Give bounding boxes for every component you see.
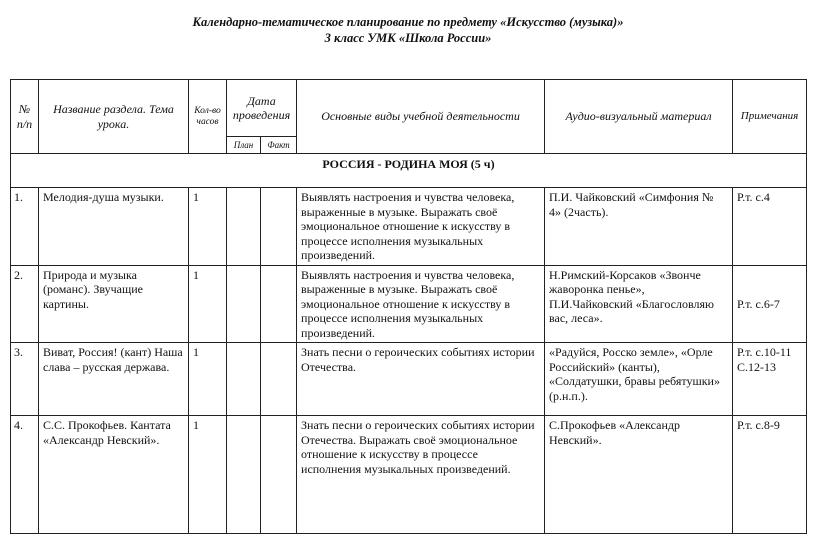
row-activity: Знать песни о героических событиях истории Отечества. Выражать своё эмоциональное отношение к искусству в процессе исполнения музыкальных произведений. (297, 416, 545, 534)
row-media: «Радуйся, Росско земле», «Орле Российский» (канты), «Солдатушки, бравы ребятушки» (р.н.п.). (545, 343, 733, 416)
row-topic: Виват, Россия! (кант) Наша слава – русская держава. (39, 343, 189, 416)
row-fact (261, 343, 297, 416)
header-hours: Кол-во часов (189, 80, 227, 154)
row-fact (261, 188, 297, 266)
row-activity: Знать песни о героических событиях истории Отечества. (297, 343, 545, 416)
row-number: 1. (11, 188, 39, 266)
table-row (11, 416, 807, 534)
row-topic: Мелодия-душа музыки. (39, 188, 189, 266)
row-number: 4. (11, 416, 39, 534)
header-number: № п/п (11, 80, 39, 154)
row-hours: 1 (189, 188, 227, 266)
row-topic: Природа и музыка (романс). Звучащие картины. (39, 265, 189, 343)
header-notes: Примечания (733, 80, 807, 154)
page-subtitle: 3 класс УМК «Школа России» (324, 31, 492, 45)
header-fact: Факт (261, 137, 297, 154)
row-plan (227, 265, 261, 343)
table-row (11, 343, 807, 416)
row-notes: Р.т. с.6-7 (733, 265, 807, 343)
header-date: Дата проведения (227, 80, 297, 137)
row-plan (227, 343, 261, 416)
header-media: Аудио-визуальный материал (545, 80, 733, 154)
row-activity: Выявлять настроения и чувства человека, выраженные в музыке. Выражать своё эмоциональное отношение к искусству в процессе исполнения музыкальных произведений. (297, 188, 545, 266)
row-media: С.Прокофьев «Александр Невский». (545, 416, 733, 534)
table-row (11, 188, 807, 266)
header-name: Название раздела. Тема урока. (39, 80, 189, 154)
row-fact (261, 416, 297, 534)
header-activity: Основные виды учебной деятельности (297, 80, 545, 154)
row-hours: 1 (189, 416, 227, 534)
row-hours: 1 (189, 265, 227, 343)
section-heading: РОССИЯ - РОДИНА МОЯ (5 ч) (11, 154, 807, 188)
row-notes: Р.т. с.10-11 С.12-13 (733, 343, 807, 416)
row-number: 3. (11, 343, 39, 416)
row-plan (227, 416, 261, 534)
row-notes: Р.т. с.4 (733, 188, 807, 266)
header-plan: План (227, 137, 261, 154)
table-row (11, 265, 807, 343)
planning-table (10, 79, 807, 534)
row-number: 2. (11, 265, 39, 343)
row-notes: Р.т. с.8-9 (733, 416, 807, 534)
row-media: П.И. Чайковский «Симфония № 4» (2часть). (545, 188, 733, 266)
row-hours: 1 (189, 343, 227, 416)
row-plan (227, 188, 261, 266)
row-fact (261, 265, 297, 343)
row-topic: С.С. Прокофьев. Кантата «Александр Невский». (39, 416, 189, 534)
page-title: Календарно-тематическое планирование по предмету «Искусство (музыка)» (192, 15, 624, 29)
row-media: Н.Римский-Корсаков «Звонче жаворонка пенье», П.И.Чайковский «Благословляю вас, леса». (545, 265, 733, 343)
row-activity: Выявлять настроения и чувства человека, выраженные в музыке. Выражать своё эмоциональное отношение к искусству в процессе исполнения музыкальных произведений. (297, 265, 545, 343)
